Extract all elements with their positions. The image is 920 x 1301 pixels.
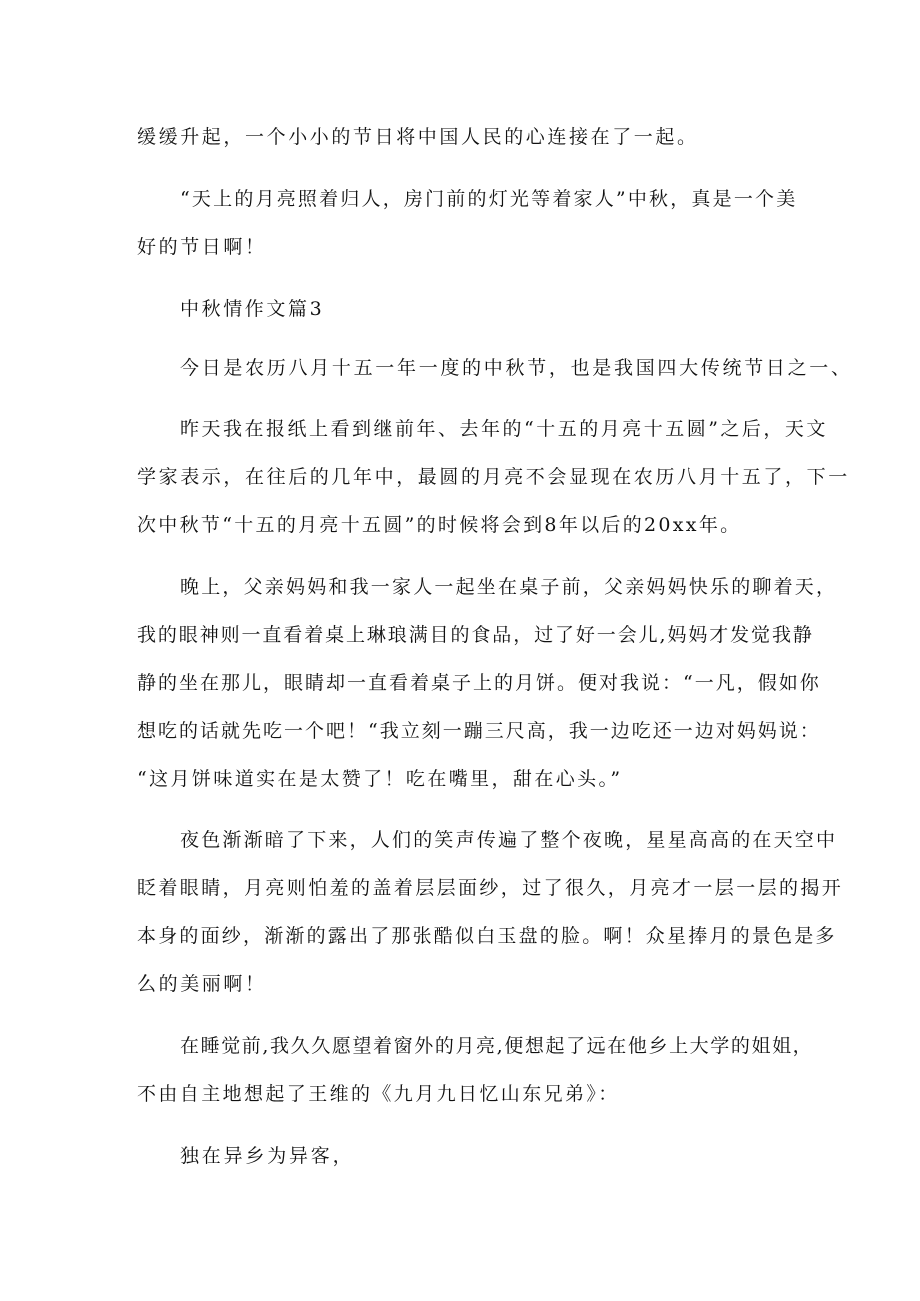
- section-heading: 中秋情作文篇3: [180, 298, 325, 320]
- text-line: 晚上，父亲妈妈和我一家人一起坐在桌子前，父亲妈妈快乐的聊着天，: [180, 576, 838, 598]
- poem-line: 独在异乡为异客，: [180, 1145, 355, 1167]
- text-line: 眨着眼睛，月亮则怕羞的盖着层层面纱，过了很久，月亮才一层一层的揭开: [137, 877, 844, 899]
- text-line: 不由自主地想起了王维的《九月九日忆山东兄弟》：: [137, 1083, 620, 1105]
- text-line: 本身的面纱，渐渐的露出了那张酷似白玉盘的脸。啊！众星捧月的景色是多: [137, 925, 837, 947]
- text-line: 夜色渐渐暗了下来，人们的笑声传遍了整个夜晚，星星高高的在天空中: [180, 829, 838, 851]
- text-line: 想吃的话就先吃一个吧！“我立刻一蹦三尺高，我一边吃还一边对妈妈说：: [137, 720, 821, 742]
- text-line: 么的美丽啊！: [137, 973, 267, 995]
- text-line: 缓缓升起，一个小小的节日将中国人民的心连接在了一起。: [137, 126, 699, 148]
- text-line: “这月饼味道实在是太赞了！吃在嘴里，甜在心头。”: [137, 768, 623, 790]
- text-line: 静的坐在那儿，眼睛却一直看着桌子上的月饼。便对我说：“一凡，假如你: [137, 672, 821, 694]
- text-line: 好的节日啊！: [137, 236, 267, 258]
- text-line: 在睡觉前,我久久愿望着窗外的月亮,便想起了远在他乡上大学的姐姐，: [180, 1035, 814, 1057]
- text-line: 我的眼神则一直看着桌上琳琅满目的食品，过了好一会儿,妈妈才发觉我静: [137, 624, 814, 646]
- text-line: 学家表示，在往后的几年中，最圆的月亮不会显现在农历八月十五了，下一: [137, 466, 850, 488]
- text-line: 次中秋节“十五的月亮十五圆”的时候将会到8年以后的20xx年。: [137, 514, 742, 536]
- text-line: “天上的月亮照着归人，房门前的灯光等着家人”中秋，真是一个美: [180, 188, 798, 210]
- text-line: 今日是农历八月十五一年一度的中秋节，也是我国四大传统节日之一、: [180, 357, 853, 379]
- text-line: 昨天我在报纸上看到继前年、去年的“十五的月亮十五圆”之后，天文: [180, 418, 828, 440]
